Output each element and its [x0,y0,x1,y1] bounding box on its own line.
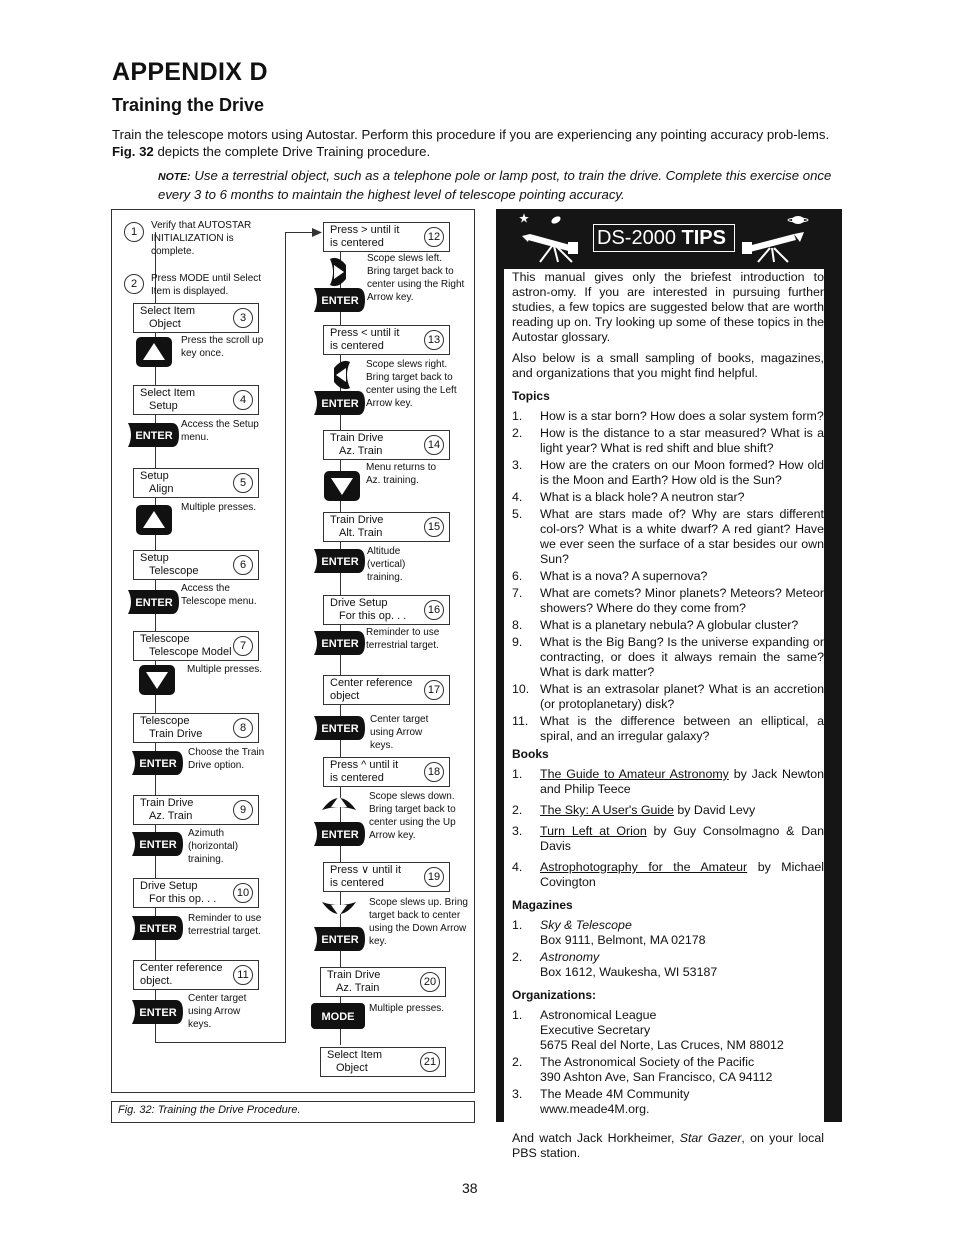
step-14-display: Train Drive Az. Train 14 [323,430,450,460]
telescope-icon [736,212,816,264]
scroll-down-key-icon[interactable] [324,471,360,501]
step-21-display: Select Item Object 21 [320,1047,446,1077]
enter-key-icon[interactable] [310,389,366,417]
step-13-display: Press < until it is centered 13 [323,325,450,355]
organization-item: 1. Astronomical League Executive Secretary 5675 Real del Norte, Las Cruces, NM 88012 [512,1008,784,1052]
magazine-item: 2. Astronomy Box 1612, Waukesha, WI 53187 [512,950,718,979]
enter-key-icon[interactable] [310,547,366,575]
svg-text:ENTER: ENTER [321,638,359,650]
connector-mid-vertical [285,232,286,1043]
step-4-display: Select Item Setup 4 [133,385,259,415]
enter-key-icon[interactable] [128,830,184,858]
topic-item: 4. What is a black hole? A neutron star? [512,490,745,504]
enter-key-icon[interactable] [310,286,366,314]
enter-key-icon[interactable] [128,914,184,942]
step-12-display: Press > until it is centered 12 [323,222,450,252]
step-1-number: 1 [124,222,144,242]
organizations-heading: Organizations: [512,988,597,1002]
enter-key-icon[interactable] [310,714,366,742]
topic-item: 10. What is an extrasolar planet? What is an accretion (or protoplanetary) disk? [512,682,824,711]
book-item: 4. Astrophotography for the Amateur by Michael Covington [512,860,824,889]
svg-text:ENTER: ENTER [135,430,173,442]
scroll-down-key-icon[interactable] [139,665,175,695]
tips-body [512,270,824,1167]
step-7-note: Multiple presses. [187,664,263,675]
enter-key-icon[interactable] [124,421,180,449]
step-2-text: Press MODE until Select Item is displayed. [151,273,262,297]
tips-intro: This manual gives only the briefest introduction to astron-omy. If you are interested in pursuing further studies, a few topics are suggested below that are worth reading up on. Try looking up some of these topics in the Autostar glossary. [512,270,824,344]
step-11-display: Center reference object. 11 [133,960,259,990]
enter-key-icon[interactable] [310,629,366,657]
topics-heading: Topics [512,389,550,403]
topic-item: 5. What are stars made of? Why are stars different col-ors? What is a white dwarf? A red giant? Have we ever seen the surface of a star besides our own Sun? [512,507,824,566]
svg-text:ENTER: ENTER [321,556,359,568]
book-item: 2. The Sky: A User's Guide by David Levy [512,803,756,817]
step-10-display: Drive Setup For this op. . . 10 [133,878,259,908]
tips-closing: And watch Jack Horkheimer, Star Gazer, on your local PBS station. [512,1131,824,1160]
magazines-list [512,918,824,980]
svg-text:ENTER: ENTER [321,934,359,946]
svg-text:ENTER: ENTER [321,398,359,410]
book-item: 1. The Guide to Amateur Astronomy by Jack Newton and Philip Teece [512,767,825,796]
step-9-note: Azimuth (horizontal) training. [188,828,239,865]
step-6-display: Setup Telescope 6 [133,550,259,580]
step-20-note: Multiple presses. [369,1003,445,1014]
mode-key-icon[interactable] [311,1003,365,1029]
step-4-note: Access the Setup menu. [181,419,259,443]
topic-item: 6. What is a nova? A supernova? [512,569,708,583]
book-title: The Guide to Amateur Astronomy [540,767,729,781]
scroll-up-key-icon[interactable] [136,337,172,367]
intro-paragraph: Train the telescope motors using Autostar. Perform this procedure if you are experiencing any pointing accuracy prob-lems. Fig. 32 depicts the complete Drive Training procedure. [112,127,830,159]
telescope-icon [512,212,592,264]
step-16-display: Drive Setup For this op. . . 16 [323,595,450,625]
organizations-list [512,1008,824,1117]
topic-item: 3. How are the craters on our Moon formed? How old is the Moon and Earth? How old is the Sun? [512,458,824,487]
left-arrow-key-icon[interactable] [330,360,354,390]
step-1-text: Verify that AUTOSTAR INITIALIZATION is complete. [151,220,252,257]
step-8-note: Choose the Train Drive option. [188,747,265,771]
step-3-note: Press the scroll up key once. [181,335,264,359]
section-title: Training the Drive [112,95,265,115]
step-11-note: Center target using Arrow keys. [188,993,247,1030]
step-3-display: Select Item Object 3 [133,303,259,333]
tips-title: DS-2000 TIPS [593,224,735,252]
svg-text:ENTER: ENTER [139,839,177,851]
organization-item: 2. The Astronomical Society of the Pacific 390 Ashton Ave, San Francisco, CA 94112 [512,1055,773,1084]
svg-text:ENTER: ENTER [321,295,359,307]
step-5-note: Multiple presses. [181,502,257,513]
enter-key-icon[interactable] [128,998,184,1026]
book-title: Turn Left at Orion [540,824,647,838]
enter-key-icon[interactable] [128,749,184,777]
svg-text:ENTER: ENTER [135,597,173,609]
up-arrow-key-icon[interactable] [320,792,358,814]
step-10-note: Reminder to use terrestrial target. [188,913,262,937]
step-9-display: Train Drive Az. Train 9 [133,795,259,825]
step-18-note: Scope slews down. Bring target back to center using the Up Arrow key. [369,791,456,841]
note-paragraph: NOTE: Use a terrestrial object, such as a telephone pole or lamp post, to train the drive. Complete this exercise once every 3 to 6 months to maintain the highest level of telescope pointing accuracy. [158,168,832,202]
svg-text:ENTER: ENTER [139,758,177,770]
topic-item: 9. What is the Big Bang? Is the universe expanding or contracting, or does it always remain the same? What is dark matter? [512,635,824,679]
figure-caption: Fig. 32: Training the Drive Procedure. [111,1101,475,1123]
step-19-display: Press ∨ until it is centered 19 [323,862,450,892]
page-number: 38 [462,1180,478,1196]
enter-key-icon[interactable] [310,820,366,848]
magazines-heading: Magazines [512,898,573,912]
tips-intro-2: Also below is a small sampling of books, magazines, and organizations that you might find helpful. [512,351,824,380]
step-7-display: Telescope Telescope Model 7 [133,631,259,661]
step-2-number: 2 [124,274,144,294]
book-title: Astrophotography for the Amateur [540,860,748,874]
step-16-note: Reminder to use terrestrial target. [366,627,440,651]
book-title: The Sky: A User's Guide [540,803,674,817]
svg-text:ENTER: ENTER [321,723,359,735]
step-8-display: Telescope Train Drive 8 [133,713,259,743]
step-13-note: Scope slews right. Bring target back to center using the Left Arrow key. [366,359,457,409]
svg-text:ENTER: ENTER [321,829,359,841]
svg-text:ENTER: ENTER [139,923,177,935]
step-18-display: Press ^ until it is centered 18 [323,757,450,787]
step-14-note: Menu returns to Az. training. [366,462,437,486]
step-20-display: Train Drive Az. Train 20 [320,967,446,997]
magazine-item: 1. Sky & Telescope Box 9111, Belmont, MA 02178 [512,918,706,947]
arrowhead-icon [312,228,322,237]
appendix-title: APPENDIX D [112,58,268,86]
step-15-display: Train Drive Alt. Train 15 [323,512,450,542]
connector-bottom [155,1042,285,1043]
down-arrow-key-icon[interactable] [320,898,358,920]
topic-item: 8. What is a planetary nebula? A globular cluster? [512,618,799,632]
topic-item: 11. What is the difference between an elliptical, a spiral, and an irregular galaxy? [512,714,824,743]
svg-text:ENTER: ENTER [139,1007,177,1019]
topic-item: 7. What are comets? Minor planets? Meteors? Meteor showers? Where do they come from? [512,586,824,615]
enter-key-icon[interactable] [310,925,366,953]
step-17-note: Center target using Arrow keys. [370,714,429,751]
step-5-display: Setup Align 5 [133,468,259,498]
topic-item: 2. How is the distance to a star measured? What is a light year? What is red shift and blue shift? [512,426,824,455]
right-arrow-key-icon[interactable] [326,257,350,287]
step-6-note: Access the Telescope menu. [181,583,257,607]
topic-item: 1. How is a star born? How does a solar system form? [512,409,824,423]
enter-key-icon[interactable] [124,588,180,616]
step-12-note: Scope slews left. Bring target back to center using the Right Arrow key. [367,253,465,303]
step-15-note: Altitude (vertical) training. [367,546,406,583]
books-heading: Books [512,747,549,761]
organization-item: 3. The Meade 4M Community www.meade4M.org. [512,1087,690,1116]
topics-list [512,409,824,744]
svg-text:MODE: MODE [321,1011,355,1023]
scroll-up-key-icon[interactable] [136,505,172,535]
step-19-note: Scope slews up. Bring target back to center using the Down Arrow key. [369,897,468,947]
book-item: 3. Turn Left at Orion by Guy Consolmagno & Dan Davis [512,824,824,853]
step-17-display: Center reference object 17 [323,675,450,705]
books-list [512,767,824,890]
